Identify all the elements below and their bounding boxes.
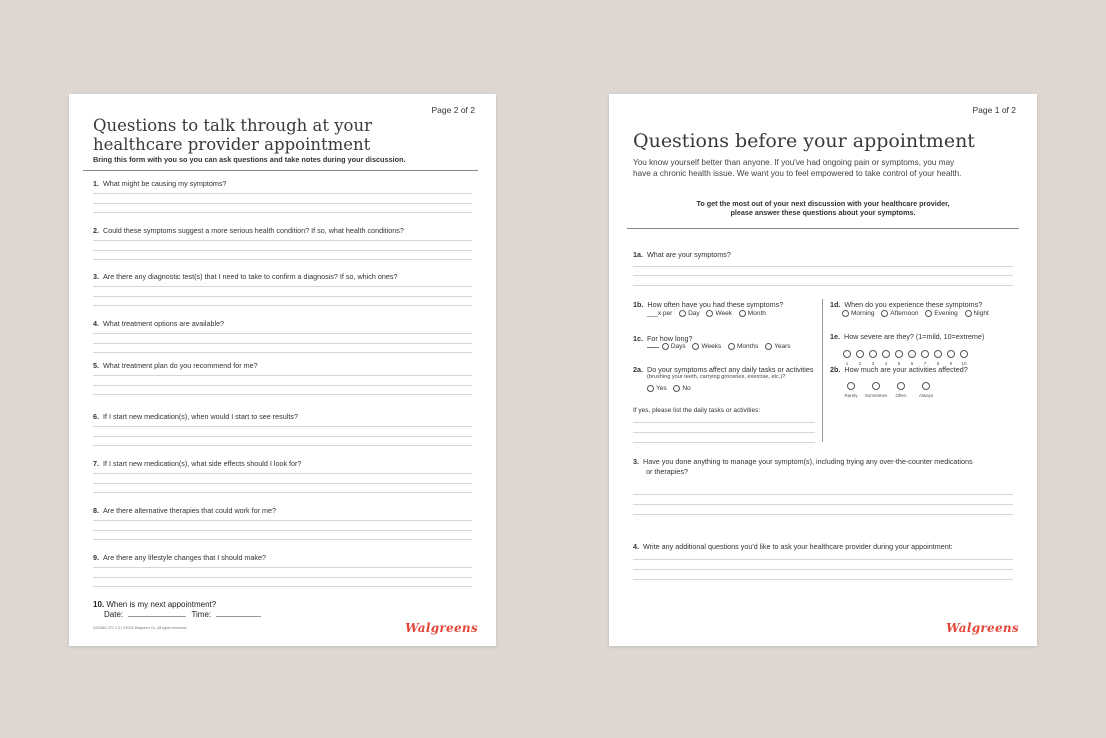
question-number: 6. xyxy=(93,412,99,421)
page-subtitle: Bring this form with you so you can ask questions and take notes during your discussion. xyxy=(93,155,406,164)
question-number: 10. xyxy=(93,600,105,609)
radio-button-icon[interactable] xyxy=(881,310,888,317)
radio-button-icon[interactable] xyxy=(921,350,929,358)
duration-options xyxy=(647,343,796,350)
option-month[interactable]: Month xyxy=(739,310,766,317)
page-title xyxy=(93,116,372,154)
radio-button-icon[interactable] xyxy=(965,310,972,317)
answer-line[interactable] xyxy=(93,394,472,395)
question-text: When is my next appointment? xyxy=(106,600,217,609)
answer-line[interactable] xyxy=(633,442,815,443)
answer-line[interactable] xyxy=(633,266,1013,267)
question-text: Write any additional questions you'd like to ask your healthcare provider during your appointment: xyxy=(643,542,953,551)
radio-button-icon[interactable] xyxy=(679,310,686,317)
answer-line[interactable] xyxy=(93,577,472,578)
question-2a-followup: If yes, please list the daily tasks or activities: xyxy=(633,407,761,414)
severity-option[interactable] xyxy=(855,343,865,366)
answer-line[interactable] xyxy=(93,193,472,194)
severity-option[interactable] xyxy=(920,343,930,366)
radio-button-icon[interactable] xyxy=(882,350,890,358)
radio-button-icon[interactable] xyxy=(922,382,930,390)
radio-button-icon[interactable] xyxy=(934,350,942,358)
severity-option[interactable] xyxy=(868,343,878,366)
question-text: When do you experience these symptoms? xyxy=(844,300,983,309)
answer-line[interactable] xyxy=(633,432,815,433)
radio-button-icon[interactable] xyxy=(662,343,669,350)
callout-text xyxy=(609,199,1037,217)
question-number: 9. xyxy=(93,553,99,562)
question-text: For how long? xyxy=(647,334,693,343)
answer-line[interactable] xyxy=(93,343,472,344)
question-text: Have you done anything to manage your symptom(s), including trying any over-the-counter medications xyxy=(643,457,973,466)
impact-option[interactable] xyxy=(889,375,913,398)
answer-line[interactable] xyxy=(93,385,472,386)
question-text: Could these symptoms suggest a more serious health condition? If so, what health conditions? xyxy=(103,226,404,235)
divider xyxy=(627,228,1019,229)
answer-line[interactable] xyxy=(93,286,472,287)
severity-option[interactable] xyxy=(881,343,891,366)
question-1d xyxy=(830,300,982,309)
frequency-count-field[interactable]: ___x per xyxy=(647,310,673,317)
radio-button-icon[interactable] xyxy=(960,350,968,358)
question-text: What are your symptoms? xyxy=(647,250,731,259)
question-text: Are there alternative therapies that could work for me? xyxy=(103,506,276,515)
page-title-line-2: healthcare provider appointment xyxy=(93,135,371,154)
radio-button-icon[interactable] xyxy=(739,310,746,317)
answer-line[interactable] xyxy=(93,352,472,353)
impact-label: Often xyxy=(895,393,907,398)
column-divider xyxy=(822,299,823,442)
severity-option[interactable] xyxy=(907,343,917,366)
time-label: Time: xyxy=(191,610,212,619)
duration-count-field[interactable] xyxy=(647,347,659,348)
radio-button-icon[interactable] xyxy=(856,350,864,358)
impact-label: Rarely xyxy=(844,393,858,398)
question-item xyxy=(93,361,258,370)
severity-number: 7 xyxy=(923,361,927,366)
question-item xyxy=(93,412,298,421)
option-evening[interactable]: Evening xyxy=(925,310,958,317)
question-item xyxy=(93,459,301,468)
question-text-continued: or therapies? xyxy=(646,467,688,476)
question-item xyxy=(93,272,397,281)
walgreens-logo: Walgreens xyxy=(946,621,1019,635)
question-number: 2. xyxy=(93,226,99,235)
question-number: 2b. xyxy=(830,365,841,374)
option-weeks[interactable]: Weeks xyxy=(692,343,721,350)
yes-no-options xyxy=(647,385,696,392)
impact-option[interactable] xyxy=(864,375,888,398)
question-number: 3. xyxy=(633,457,639,466)
answer-line[interactable] xyxy=(93,426,472,427)
answer-line[interactable] xyxy=(633,494,1013,495)
question-text: What treatment options are available? xyxy=(103,319,225,328)
option-afternoon[interactable]: Afternoon xyxy=(881,310,918,317)
impact-label: Sometimes xyxy=(864,393,888,398)
question-item xyxy=(93,506,276,515)
option-days[interactable]: Days xyxy=(662,343,686,350)
radio-button-icon[interactable] xyxy=(765,343,772,350)
page-number: Page 1 of 2 xyxy=(972,105,1016,115)
question-number: 5. xyxy=(93,361,99,370)
question-text: If I start new medication(s), what side effects should I look for? xyxy=(103,459,302,468)
question-2a-examples: (brushing your teeth, carrying groceries, exercise, etc.)? xyxy=(647,374,786,380)
question-text: What might be causing my symptoms? xyxy=(103,179,227,188)
callout-line-1: To get the most out of your next discussion with your healthcare provider, xyxy=(696,199,950,208)
answer-line[interactable] xyxy=(93,296,472,297)
radio-button-icon[interactable] xyxy=(869,350,877,358)
answer-line[interactable] xyxy=(93,212,472,213)
intro-line-2: have a chronic health issue. We want you to feel empowered to take control of your health. xyxy=(633,169,962,178)
answer-line[interactable] xyxy=(633,275,1013,276)
question-number: 1. xyxy=(93,179,99,188)
question-item xyxy=(93,226,404,235)
answer-line[interactable] xyxy=(93,483,472,484)
time-field[interactable] xyxy=(216,616,261,617)
radio-button-icon[interactable] xyxy=(842,310,849,317)
question-number: 1e. xyxy=(830,332,840,341)
severity-scale xyxy=(842,343,972,366)
option-months[interactable]: Months xyxy=(728,343,758,350)
footer-legal: 3422861 372 1.0 | ©2024 Walgreen Co. All rights reserved. xyxy=(93,626,187,630)
radio-button-icon[interactable] xyxy=(908,350,916,358)
answer-line[interactable] xyxy=(633,504,1013,505)
answer-line[interactable] xyxy=(633,422,815,423)
page-number: Page 2 of 2 xyxy=(431,105,475,115)
question-text: How much are your activities affected? xyxy=(844,365,968,374)
option-week[interactable]: Week xyxy=(706,310,732,317)
question-4 xyxy=(633,542,953,551)
radio-button-icon[interactable] xyxy=(947,350,955,358)
question-text: What treatment plan do you recommend for me? xyxy=(103,361,258,370)
radio-button-icon[interactable] xyxy=(925,310,932,317)
question-3 xyxy=(633,457,973,477)
page-title: Questions before your appointment xyxy=(633,130,975,152)
question-2a xyxy=(633,365,813,374)
answer-line[interactable] xyxy=(93,333,472,334)
divider xyxy=(83,170,478,171)
severity-option[interactable] xyxy=(933,343,943,366)
severity-option[interactable] xyxy=(842,343,852,366)
severity-option[interactable] xyxy=(959,343,969,366)
answer-line[interactable] xyxy=(93,259,472,260)
form-page-1 xyxy=(609,94,1037,646)
severity-number: 3 xyxy=(871,361,875,366)
question-text: How severe are they? (1=mild, 10=extreme) xyxy=(844,332,985,341)
question-text: If I start new medication(s), when would I start to see results? xyxy=(103,412,298,421)
option-night[interactable]: Night xyxy=(965,310,989,317)
walgreens-logo: Walgreens xyxy=(405,621,478,635)
frequency-options xyxy=(647,310,771,317)
radio-button-icon[interactable] xyxy=(895,350,903,358)
answer-line[interactable] xyxy=(633,569,1013,570)
next-appointment-question xyxy=(93,600,216,609)
page-title-line-1: Questions to talk through at your xyxy=(93,116,372,135)
question-item xyxy=(93,553,266,562)
severity-number: 10 xyxy=(961,361,967,366)
severity-number: 4 xyxy=(884,361,888,366)
answer-line[interactable] xyxy=(93,530,472,531)
answer-line[interactable] xyxy=(93,539,472,540)
answer-line[interactable] xyxy=(633,559,1013,560)
question-item xyxy=(93,319,224,328)
radio-button-icon[interactable] xyxy=(706,310,713,317)
severity-number: 9 xyxy=(949,361,953,366)
question-number: 4. xyxy=(633,542,639,551)
severity-number: 8 xyxy=(936,361,940,366)
option-day[interactable]: Day xyxy=(679,310,700,317)
question-number: 3. xyxy=(93,272,99,281)
answer-line[interactable] xyxy=(93,250,472,251)
question-text: Do your symptoms affect any daily tasks or activities xyxy=(647,365,814,374)
question-number: 4. xyxy=(93,319,99,328)
answer-line[interactable] xyxy=(93,436,472,437)
severity-number: 5 xyxy=(897,361,901,366)
severity-option[interactable] xyxy=(946,343,956,366)
answer-line[interactable] xyxy=(633,514,1013,515)
callout-line-2: please answer these questions about your symptoms. xyxy=(730,208,916,217)
severity-number: 1 xyxy=(845,361,849,366)
intro-text xyxy=(633,157,961,179)
question-number: 8. xyxy=(93,506,99,515)
radio-button-icon[interactable] xyxy=(872,382,880,390)
option-morning[interactable]: Morning xyxy=(842,310,874,317)
answer-line[interactable] xyxy=(93,567,472,568)
option-years[interactable]: Years xyxy=(765,343,790,350)
form-page-2 xyxy=(69,94,496,646)
answer-line[interactable] xyxy=(93,203,472,204)
answer-line[interactable] xyxy=(93,305,472,306)
impact-option[interactable] xyxy=(839,375,863,398)
answer-line[interactable] xyxy=(93,520,472,521)
answer-line[interactable] xyxy=(633,285,1013,286)
date-label: Date: xyxy=(104,610,124,619)
radio-button-icon[interactable] xyxy=(843,350,851,358)
time-of-day-options xyxy=(842,310,994,317)
question-text: Are there any lifestyle changes that I should make? xyxy=(103,553,267,562)
question-1e xyxy=(830,332,984,341)
question-number: 1b. xyxy=(633,300,644,309)
impact-option[interactable] xyxy=(914,375,938,398)
option-no[interactable]: No xyxy=(673,385,690,392)
radio-button-icon[interactable] xyxy=(692,343,699,350)
appointment-date-time xyxy=(104,610,261,619)
answer-line[interactable] xyxy=(93,445,472,446)
radio-button-icon[interactable] xyxy=(647,385,654,392)
option-yes[interactable]: Yes xyxy=(647,385,667,392)
question-1c xyxy=(633,334,693,343)
impact-label: Always xyxy=(918,393,934,398)
question-text: How often have you had these symptoms? xyxy=(647,300,784,309)
question-number: 1d. xyxy=(830,300,841,309)
date-field[interactable] xyxy=(128,616,186,617)
question-number: 1a. xyxy=(633,250,643,259)
impact-scale xyxy=(839,375,939,398)
answer-line[interactable] xyxy=(633,579,1013,580)
question-number: 2a. xyxy=(633,365,643,374)
question-2b xyxy=(830,365,968,374)
question-1a xyxy=(633,250,731,259)
answer-line[interactable] xyxy=(93,375,472,376)
question-1b xyxy=(633,300,783,309)
question-text: Are there any diagnostic test(s) that I need to take to confirm a diagnosis? If so, which ones? xyxy=(103,272,398,281)
intro-line-1: You know yourself better than anyone. If you've had ongoing pain or symptoms, you may xyxy=(633,158,955,167)
question-number: 7. xyxy=(93,459,99,468)
radio-button-icon[interactable] xyxy=(728,343,735,350)
answer-line[interactable] xyxy=(93,240,472,241)
answer-line[interactable] xyxy=(93,473,472,474)
question-item xyxy=(93,179,226,188)
radio-button-icon[interactable] xyxy=(897,382,905,390)
answer-line[interactable] xyxy=(93,586,472,587)
severity-number: 2 xyxy=(858,361,862,366)
radio-button-icon[interactable] xyxy=(673,385,680,392)
question-number: 1c. xyxy=(633,334,643,343)
radio-button-icon[interactable] xyxy=(847,382,855,390)
severity-option[interactable] xyxy=(894,343,904,366)
severity-number: 6 xyxy=(910,361,914,366)
answer-line[interactable] xyxy=(93,492,472,493)
